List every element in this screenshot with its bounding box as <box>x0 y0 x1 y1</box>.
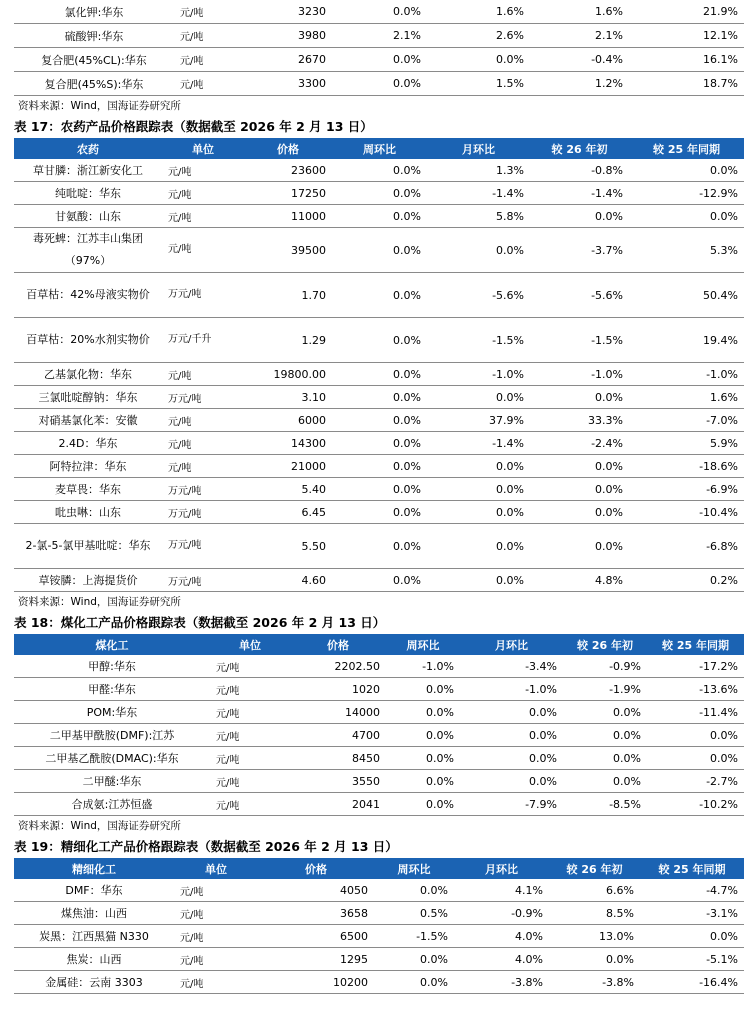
cell-ytd-change: 0.0% <box>563 747 647 770</box>
cell-weekly-change: 0.0% <box>386 724 460 747</box>
cell-weekly-change: 2.1% <box>332 24 427 48</box>
table-row <box>14 205 744 228</box>
cell-monthly-change: -3.8% <box>454 971 549 994</box>
header-price: 价格 <box>244 138 332 159</box>
table-row <box>14 273 744 318</box>
cell-unit: 元/吨 <box>174 24 250 48</box>
cell-weekly-change: 0.0% <box>332 318 427 363</box>
cell-product-name: 氯化钾:华东 <box>14 0 174 24</box>
header-weekly-change: 周环比 <box>374 858 454 879</box>
table-17-title: 表 17：农药产品价格跟踪表（数据截至 2026 年 2 月 13 日） <box>14 119 373 134</box>
table-row <box>14 793 744 816</box>
table-row <box>14 386 744 409</box>
cell-monthly-change: -1.0% <box>460 678 563 701</box>
cell-price: 2202.50 <box>290 655 386 678</box>
cell-ytd-change: -3.7% <box>530 228 629 273</box>
cell-yoy-change: -6.9% <box>629 478 744 501</box>
cell-unit: 元/吨 <box>162 205 244 228</box>
table-row <box>14 455 744 478</box>
cell-yoy-change: 5.3% <box>629 228 744 273</box>
cell-price: 2041 <box>290 793 386 816</box>
cell-ytd-change: 0.0% <box>530 386 629 409</box>
cell-weekly-change: 0.0% <box>386 793 460 816</box>
cell-price: 21000 <box>244 455 332 478</box>
cell-weekly-change: 0.0% <box>332 455 427 478</box>
cell-ytd-change: -5.6% <box>530 273 629 318</box>
cell-unit: 元/吨 <box>162 228 244 273</box>
cell-ytd-change: -8.5% <box>563 793 647 816</box>
cell-price: 6000 <box>244 409 332 432</box>
cell-weekly-change: 0.0% <box>374 971 454 994</box>
header-product-name: 农药 <box>14 138 162 159</box>
cell-unit: 万元/吨 <box>162 569 244 592</box>
cell-product-name: 煤焦油：山西 <box>14 902 174 925</box>
header-ytd-change: 较 26 年初 <box>549 858 640 879</box>
cell-weekly-change: 0.0% <box>332 159 427 182</box>
cell-unit: 元/吨 <box>162 409 244 432</box>
cell-ytd-change: 0.0% <box>563 701 647 724</box>
table-row <box>14 0 744 24</box>
table-row <box>14 72 744 96</box>
cell-ytd-change: 0.0% <box>530 524 629 569</box>
cell-weekly-change: 0.0% <box>332 524 427 569</box>
cell-product-name: 纯吡啶：华东 <box>14 182 162 205</box>
cell-weekly-change: 0.0% <box>332 273 427 318</box>
cell-weekly-change: 0.0% <box>386 678 460 701</box>
cell-product-name: 二甲醚:华东 <box>14 770 210 793</box>
cell-yoy-change: -17.2% <box>647 655 744 678</box>
cell-product-name: 草铵膦：上海提货价 <box>14 569 162 592</box>
cell-unit: 元/吨 <box>210 701 290 724</box>
cell-unit: 元/吨 <box>210 655 290 678</box>
cell-price: 3300 <box>250 72 332 96</box>
source-note-16: 资料来源：Wind，国海证券研究所 <box>18 100 181 112</box>
cell-monthly-change: -0.9% <box>454 902 549 925</box>
cell-ytd-change: -3.8% <box>549 971 640 994</box>
cell-monthly-change: 1.6% <box>427 0 530 24</box>
table-row <box>14 409 744 432</box>
cell-price: 4.60 <box>244 569 332 592</box>
cell-monthly-change: 0.0% <box>460 770 563 793</box>
source-note-17: 资料来源：Wind，国海证券研究所 <box>18 596 181 608</box>
cell-monthly-change: 0.0% <box>460 747 563 770</box>
cell-price: 3980 <box>250 24 332 48</box>
cell-yoy-change: -11.4% <box>647 701 744 724</box>
table-19-title: 表 19：精细化工产品价格跟踪表（数据截至 2026 年 2 月 13 日） <box>14 839 398 854</box>
fine-chemical-table-header <box>14 858 744 879</box>
cell-product-name: 复合肥(45%CL):华东 <box>14 48 174 72</box>
header-unit: 单位 <box>174 858 258 879</box>
coal-chemical-table-header <box>14 634 744 655</box>
cell-product-name: 麦草畏：华东 <box>14 478 162 501</box>
cell-monthly-change: 1.5% <box>427 72 530 96</box>
cell-weekly-change: 0.0% <box>332 363 427 386</box>
cell-ytd-change: -0.4% <box>530 48 629 72</box>
source-note-18: 资料来源：Wind，国海证券研究所 <box>18 820 181 832</box>
cell-price: 3658 <box>258 902 374 925</box>
cell-price: 5.40 <box>244 478 332 501</box>
cell-weekly-change: 0.0% <box>332 409 427 432</box>
coal-chemical-price-table <box>14 634 744 816</box>
cell-yoy-change: 0.0% <box>629 205 744 228</box>
cell-monthly-change: -7.9% <box>460 793 563 816</box>
cell-unit: 元/吨 <box>162 432 244 455</box>
cell-product-name: 复合肥(45%S):华东 <box>14 72 174 96</box>
header-product-name: 精细化工 <box>14 858 174 879</box>
cell-monthly-change: 1.3% <box>427 159 530 182</box>
cell-monthly-change: 2.6% <box>427 24 530 48</box>
cell-unit: 元/吨 <box>174 925 258 948</box>
cell-ytd-change: -0.9% <box>563 655 647 678</box>
cell-ytd-change: 1.6% <box>530 0 629 24</box>
cell-unit: 万元/千升 <box>162 318 244 363</box>
cell-price: 11000 <box>244 205 332 228</box>
cell-price: 19800.00 <box>244 363 332 386</box>
cell-ytd-change: -1.9% <box>563 678 647 701</box>
cell-ytd-change: 0.0% <box>563 724 647 747</box>
cell-unit: 元/吨 <box>174 48 250 72</box>
cell-unit: 万元/吨 <box>162 478 244 501</box>
cell-yoy-change: -3.1% <box>640 902 744 925</box>
table-row <box>14 501 744 524</box>
pesticide-price-table <box>14 138 744 592</box>
table-row <box>14 701 744 724</box>
cell-monthly-change: 0.0% <box>460 724 563 747</box>
cell-ytd-change: 1.2% <box>530 72 629 96</box>
cell-ytd-change: 4.8% <box>530 569 629 592</box>
cell-price: 1.70 <box>244 273 332 318</box>
cell-yoy-change: -18.6% <box>629 455 744 478</box>
cell-product-name: 吡虫啉：山东 <box>14 501 162 524</box>
cell-price: 39500 <box>244 228 332 273</box>
cell-ytd-change: 8.5% <box>549 902 640 925</box>
cell-ytd-change: 2.1% <box>530 24 629 48</box>
cell-monthly-change: -1.4% <box>427 432 530 455</box>
table-row <box>14 432 744 455</box>
table-row <box>14 724 744 747</box>
cell-ytd-change: 0.0% <box>530 455 629 478</box>
cell-weekly-change: 0.0% <box>374 879 454 902</box>
table-row <box>14 478 744 501</box>
cell-weekly-change: 0.0% <box>386 701 460 724</box>
cell-yoy-change: -1.0% <box>629 363 744 386</box>
cell-weekly-change: 0.0% <box>332 72 427 96</box>
cell-product-name: 甲醛:华东 <box>14 678 210 701</box>
cell-weekly-change: 0.0% <box>332 48 427 72</box>
header-weekly-change: 周环比 <box>386 634 460 655</box>
header-yoy-change: 较 25 年同期 <box>629 138 744 159</box>
cell-weekly-change: 0.5% <box>374 902 454 925</box>
cell-ytd-change: 6.6% <box>549 879 640 902</box>
cell-ytd-change: 0.0% <box>530 501 629 524</box>
pesticide-table-header <box>14 138 744 159</box>
cell-yoy-change: -5.1% <box>640 948 744 971</box>
cell-monthly-change: -1.0% <box>427 363 530 386</box>
cell-ytd-change: -2.4% <box>530 432 629 455</box>
cell-product-name: 百草枯：42%母液实物价 <box>14 273 162 318</box>
cell-ytd-change: 33.3% <box>530 409 629 432</box>
cell-price: 6500 <box>258 925 374 948</box>
cell-weekly-change: 0.0% <box>332 569 427 592</box>
cell-product-name: 二甲基乙酰胺(DMAC):华东 <box>14 747 210 770</box>
cell-weekly-change: 0.0% <box>332 205 427 228</box>
cell-unit: 万元/吨 <box>162 273 244 318</box>
cell-yoy-change: 1.6% <box>629 386 744 409</box>
cell-product-name: 甘氨酸：山东 <box>14 205 162 228</box>
table-row <box>14 159 744 182</box>
cell-unit: 元/吨 <box>162 182 244 205</box>
cell-product-name: 金属硅：云南 3303 <box>14 971 174 994</box>
cell-unit: 元/吨 <box>162 455 244 478</box>
cell-monthly-change: 4.0% <box>454 948 549 971</box>
cell-product-name: 2.4D：华东 <box>14 432 162 455</box>
cell-price: 2670 <box>250 48 332 72</box>
cell-yoy-change: 21.9% <box>629 0 744 24</box>
cell-monthly-change: -1.5% <box>427 318 530 363</box>
header-monthly-change: 月环比 <box>460 634 563 655</box>
table-row <box>14 925 744 948</box>
cell-yoy-change: -16.4% <box>640 971 744 994</box>
cell-product-name: 二甲基甲酰胺(DMF):江苏 <box>14 724 210 747</box>
cell-price: 10200 <box>258 971 374 994</box>
cell-weekly-change: -1.0% <box>386 655 460 678</box>
cell-price: 14000 <box>290 701 386 724</box>
table-18-title: 表 18：煤化工产品价格跟踪表（数据截至 2026 年 2 月 13 日） <box>14 615 386 630</box>
cell-unit: 元/吨 <box>210 770 290 793</box>
header-monthly-change: 月环比 <box>427 138 530 159</box>
cell-price: 8450 <box>290 747 386 770</box>
cell-price: 1295 <box>258 948 374 971</box>
fine-chemical-price-table <box>14 858 744 994</box>
cell-monthly-change: 0.0% <box>427 501 530 524</box>
cell-ytd-change: 0.0% <box>549 948 640 971</box>
cell-unit: 元/吨 <box>210 678 290 701</box>
cell-unit: 万元/吨 <box>162 386 244 409</box>
cell-product-name: 合成氨:江苏恒盛 <box>14 793 210 816</box>
cell-weekly-change: -1.5% <box>374 925 454 948</box>
cell-weekly-change: 0.0% <box>374 948 454 971</box>
cell-price: 4050 <box>258 879 374 902</box>
table-row <box>14 770 744 793</box>
cell-ytd-change: -1.5% <box>530 318 629 363</box>
table-row <box>14 182 744 205</box>
cell-ytd-change: -1.0% <box>530 363 629 386</box>
cell-ytd-change: 0.0% <box>530 478 629 501</box>
header-ytd-change: 较 26 年初 <box>530 138 629 159</box>
cell-product-name: 焦炭：山西 <box>14 948 174 971</box>
cell-product-name: 2-氯-5-氯甲基吡啶：华东 <box>14 524 162 569</box>
cell-weekly-change: 0.0% <box>332 432 427 455</box>
cell-weekly-change: 0.0% <box>332 0 427 24</box>
cell-unit: 万元/吨 <box>162 524 244 569</box>
cell-yoy-change: 0.0% <box>629 159 744 182</box>
cell-yoy-change: -2.7% <box>647 770 744 793</box>
cell-monthly-change: 4.1% <box>454 879 549 902</box>
cell-yoy-change: 5.9% <box>629 432 744 455</box>
cell-monthly-change: 0.0% <box>427 524 530 569</box>
cell-price: 3.10 <box>244 386 332 409</box>
cell-yoy-change: -13.6% <box>647 678 744 701</box>
table-row <box>14 48 744 72</box>
cell-price: 14300 <box>244 432 332 455</box>
cell-weekly-change: 0.0% <box>386 770 460 793</box>
cell-yoy-change: -4.7% <box>640 879 744 902</box>
cell-ytd-change: -0.8% <box>530 159 629 182</box>
cell-monthly-change: 0.0% <box>427 386 530 409</box>
cell-product-name: 百草枯：20%水剂实物价 <box>14 318 162 363</box>
cell-yoy-change: 16.1% <box>629 48 744 72</box>
cell-monthly-change: -3.4% <box>460 655 563 678</box>
cell-yoy-change: 0.0% <box>640 925 744 948</box>
cell-yoy-change: 0.0% <box>647 747 744 770</box>
cell-unit: 元/吨 <box>174 879 258 902</box>
table-row <box>14 678 744 701</box>
header-price: 价格 <box>258 858 374 879</box>
header-monthly-change: 月环比 <box>454 858 549 879</box>
cell-unit: 元/吨 <box>210 793 290 816</box>
fertilizer-table-body <box>14 0 744 96</box>
cell-yoy-change: -12.9% <box>629 182 744 205</box>
cell-weekly-change: 0.0% <box>332 478 427 501</box>
cell-price: 23600 <box>244 159 332 182</box>
cell-ytd-change: 13.0% <box>549 925 640 948</box>
page-content <box>14 0 744 994</box>
cell-unit: 元/吨 <box>174 72 250 96</box>
cell-monthly-change: 0.0% <box>460 701 563 724</box>
cell-yoy-change: 18.7% <box>629 72 744 96</box>
cell-monthly-change: 37.9% <box>427 409 530 432</box>
cell-unit: 元/吨 <box>174 0 250 24</box>
cell-ytd-change: 0.0% <box>530 205 629 228</box>
cell-yoy-change: -10.4% <box>629 501 744 524</box>
table-row <box>14 902 744 925</box>
cell-price: 1.29 <box>244 318 332 363</box>
cell-ytd-change: 0.0% <box>563 770 647 793</box>
cell-yoy-change: 12.1% <box>629 24 744 48</box>
cell-yoy-change: 19.4% <box>629 318 744 363</box>
cell-price: 6.45 <box>244 501 332 524</box>
table-row <box>14 569 744 592</box>
cell-product-name: 三氯吡啶醇钠：华东 <box>14 386 162 409</box>
cell-monthly-change: -1.4% <box>427 182 530 205</box>
fertilizer-price-table <box>14 0 744 96</box>
cell-monthly-change: 0.0% <box>427 478 530 501</box>
table-row <box>14 363 744 386</box>
cell-monthly-change: 0.0% <box>427 228 530 273</box>
pesticide-table-body <box>14 159 744 592</box>
coal-chemical-table-body <box>14 655 744 816</box>
cell-product-name: 草甘膦：浙江新安化工 <box>14 159 162 182</box>
cell-unit: 元/吨 <box>210 724 290 747</box>
cell-ytd-change: -1.4% <box>530 182 629 205</box>
cell-unit: 元/吨 <box>174 902 258 925</box>
cell-product-name: 毒死蜱：江苏丰山集团（97%） <box>14 228 162 273</box>
cell-price: 3550 <box>290 770 386 793</box>
header-price: 价格 <box>290 634 386 655</box>
cell-product-name: 对硝基氯化苯：安徽 <box>14 409 162 432</box>
cell-weekly-change: 0.0% <box>332 228 427 273</box>
table-row <box>14 524 744 569</box>
table-row <box>14 318 744 363</box>
cell-product-name: 炭黑：江西黑猫 N330 <box>14 925 174 948</box>
cell-unit: 元/吨 <box>162 159 244 182</box>
cell-product-name: 乙基氯化物：华东 <box>14 363 162 386</box>
cell-unit: 元/吨 <box>210 747 290 770</box>
cell-monthly-change: 0.0% <box>427 569 530 592</box>
cell-product-name: 阿特拉津：华东 <box>14 455 162 478</box>
cell-price: 5.50 <box>244 524 332 569</box>
cell-unit: 万元/吨 <box>162 501 244 524</box>
cell-product-name: 硫酸钾:华东 <box>14 24 174 48</box>
cell-unit: 元/吨 <box>162 363 244 386</box>
cell-monthly-change: 0.0% <box>427 48 530 72</box>
cell-weekly-change: 0.0% <box>332 182 427 205</box>
cell-product-name: POM:华东 <box>14 701 210 724</box>
cell-price: 4700 <box>290 724 386 747</box>
table-row <box>14 971 744 994</box>
cell-monthly-change: 0.0% <box>427 455 530 478</box>
cell-unit: 元/吨 <box>174 948 258 971</box>
cell-price: 17250 <box>244 182 332 205</box>
cell-weekly-change: 0.0% <box>332 386 427 409</box>
cell-yoy-change: 50.4% <box>629 273 744 318</box>
header-unit: 单位 <box>210 634 290 655</box>
cell-yoy-change: 0.2% <box>629 569 744 592</box>
cell-weekly-change: 0.0% <box>332 501 427 524</box>
cell-monthly-change: 4.0% <box>454 925 549 948</box>
header-unit: 单位 <box>162 138 244 159</box>
table-row <box>14 879 744 902</box>
header-product-name: 煤化工 <box>14 634 210 655</box>
table-row <box>14 655 744 678</box>
table-row <box>14 24 744 48</box>
cell-yoy-change: -10.2% <box>647 793 744 816</box>
cell-yoy-change: -6.8% <box>629 524 744 569</box>
table-row <box>14 747 744 770</box>
cell-weekly-change: 0.0% <box>386 747 460 770</box>
header-weekly-change: 周环比 <box>332 138 427 159</box>
header-yoy-change: 较 25 年同期 <box>640 858 744 879</box>
cell-product-name: 甲醇:华东 <box>14 655 210 678</box>
table-row <box>14 948 744 971</box>
cell-yoy-change: 0.0% <box>647 724 744 747</box>
cell-monthly-change: -5.6% <box>427 273 530 318</box>
cell-monthly-change: 5.8% <box>427 205 530 228</box>
header-ytd-change: 较 26 年初 <box>563 634 647 655</box>
cell-yoy-change: -7.0% <box>629 409 744 432</box>
cell-product-name: DMF：华东 <box>14 879 174 902</box>
fine-chemical-table-body <box>14 879 744 994</box>
cell-price: 1020 <box>290 678 386 701</box>
header-yoy-change: 较 25 年同期 <box>647 634 744 655</box>
table-row <box>14 228 744 273</box>
cell-unit: 元/吨 <box>174 971 258 994</box>
cell-price: 3230 <box>250 0 332 24</box>
